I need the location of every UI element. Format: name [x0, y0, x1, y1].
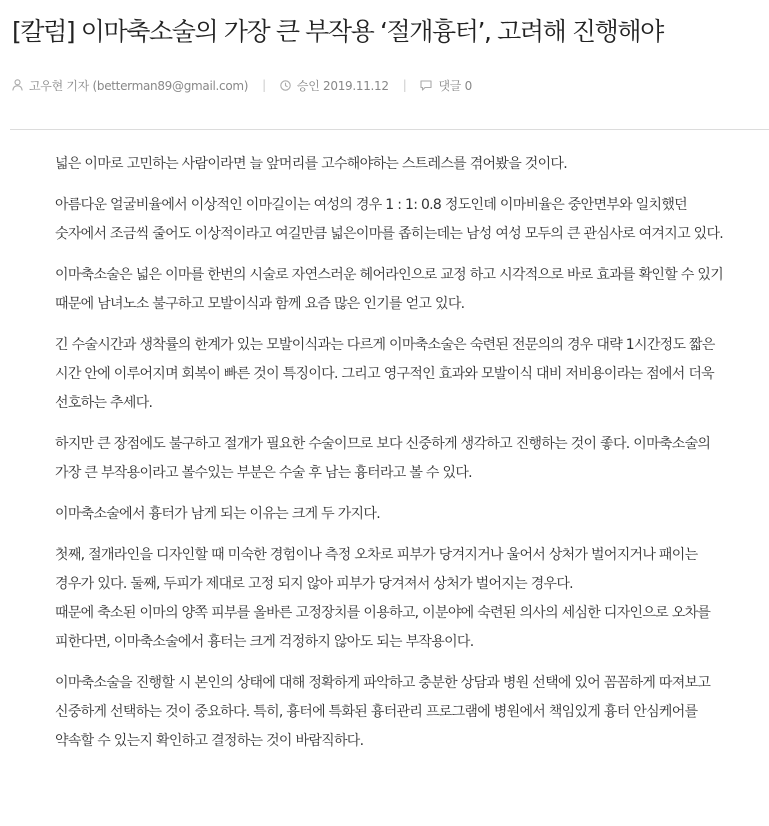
article-body — [55, 150, 730, 768]
article-paragraph: 첫째, 절개라인을 디자인할 때 미숙한 경험이나 측정 오차로 피부가 당겨지거나 울어서 상처가 벌어지거나 패이는 경우가 있다. 둘째, 두피가 제대로 고정 되지 않아 피부가 당겨져서 상처가 벌어지는 경우다. 때문에 축소된 이마의 양쪽 피부를 올바른 고정장치를 이용하고, 이분야에 숙련된 의사의 세심한 디자인으로 오차를 피한다면, 이마축소술에서 흉터는 크게 걱정하지 않아도 되는 부작용이다. — [55, 547, 711, 650]
comment-icon — [420, 80, 432, 91]
comments-link[interactable] — [420, 77, 471, 94]
article-meta — [12, 74, 472, 96]
header-divider — [10, 129, 769, 130]
article-paragraph: 이마축소술은 넓은 이마를 한번의 시술로 자연스러운 헤어라인으로 교정 하고 시각적으로 바로 효과를 확인할 수 있기 때문에 남녀노소 불구하고 모발이식과 함께 요즘 많은 인기를 얻고 있다. — [55, 267, 724, 312]
article-paragraph: 이마축소술을 진행할 시 본인의 상태에 대해 정확하게 파악하고 충분한 상담과 병원 선택에 있어 꼼꼼하게 따져보고 신중하게 선택하는 것이 중요하다. 특히, 흉터에 특화된 흉터관리 프로그램에 병원에서 책임있게 흉터 안심케어를 약속할 수 있는지 확인하고 결정하는 것이 바람직하다. — [55, 675, 711, 749]
article-headline: [칼럼] 이마축소술의 가장 큰 부작용 ‘절개흉터’, 고려해 진행해야 — [12, 17, 663, 46]
article-paragraph: 넓은 이마로 고민하는 사람이라면 늘 앞머리를 고수해야하는 스트레스를 겪어봤을 것이다. — [55, 156, 567, 172]
date-text: 승인 2019.11.12 — [296, 78, 389, 93]
meta-separator: | — [262, 78, 266, 92]
author-text: 고우현 기자 (betterman89@gmail.com) — [29, 78, 249, 93]
author-info[interactable] — [12, 77, 248, 94]
clock-icon — [280, 80, 291, 91]
article-paragraph: 하지만 큰 장점에도 불구하고 절개가 필요한 수술이므로 보다 신중하게 생각하고 진행하는 것이 좋다. 이마축소술의 가장 큰 부작용이라고 볼수있는 부분은 수술 후 남는 흉터라고 볼 수 있다. — [55, 436, 711, 481]
article-paragraph: 긴 수술시간과 생착률의 한계가 있는 모발이식과는 다르게 이마축소술은 숙련된 전문의의 경우 대략 1시간정도 짧은 시간 안에 이루어지며 회복이 빠른 것이 특징이다. 그리고 영구적인 효과와 모발이식 대비 저비용이라는 점에서 더욱 선호하는 추세다. — [55, 337, 715, 411]
comments-count: 댓글 0 — [438, 78, 472, 93]
user-icon — [12, 79, 23, 91]
publish-date — [280, 77, 389, 94]
article-paragraph: 이마축소술에서 흉터가 남게 되는 이유는 크게 두 가지다. — [55, 506, 380, 522]
article-paragraph: 아름다운 얼굴비율에서 이상적인 이마길이는 여성의 경우 1 : 1: 0.8 정도인데 이마비율은 중안면부와 일치했던 숫자에서 조금씩 줄어도 이상적이라고 여길만큼 넓은이마를 좁히는데는 남성 여성 모두의 큰 관심사로 여겨지고 있다. — [55, 197, 724, 242]
meta-separator: | — [402, 78, 407, 92]
